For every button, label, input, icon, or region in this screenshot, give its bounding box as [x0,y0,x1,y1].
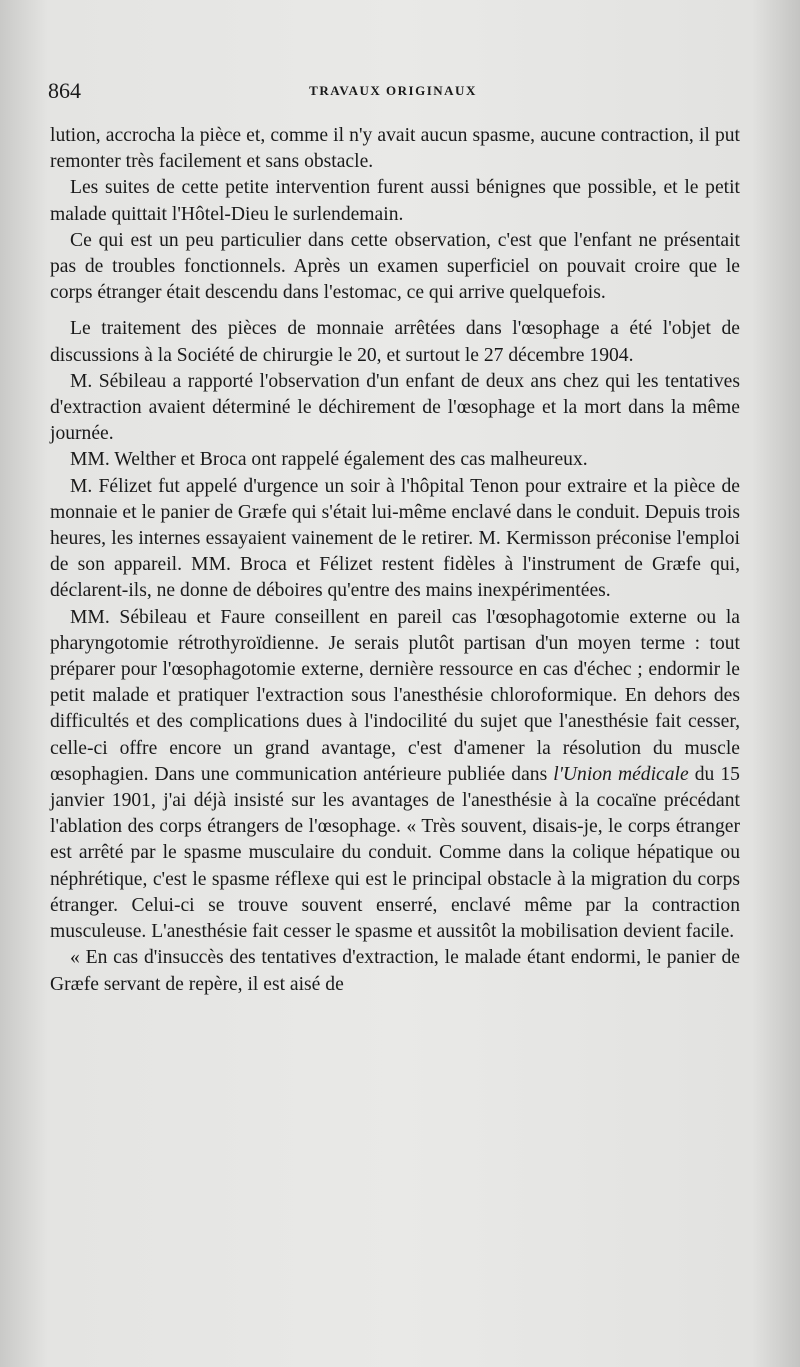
paragraph [50,605,740,946]
body-text [50,123,740,998]
paragraph-text: du 15 janvier 1901, j'ai déjà insisté sur les avantages de l'anesthésie à la cocaïne précédant l'ablation des corps étrangers de l'œsophage. « Très souvent, disais-je, le corps étranger est arrêté par le spasme musculaire du conduit. Comme dans la colique hépatique ou néphrétique, c'est le spasme réflexe qui est le principal obstacle à la migration du corps étranger. Celui-ci se trouve souvent enserré, enclavé même par la contraction musculeuse. L'anesthésie fait cesser le spasme et aussitôt la mobilisation devient facile. [50,763,740,943]
paragraph: « En cas d'insuccès des tentatives d'extraction, le malade étant endormi, le panier de Græfe servant de repère, il est aisé de [50,947,740,995]
paragraph: M. Félizet fut appelé d'urgence un soir à l'hôpital Tenon pour extraire et la pièce de monnaie et le panier de Græfe qui s'était lui-même enclavé dans le conduit. Depuis trois heures, les internes essayaient vainement de le retirer. M. Kermisson préconise l'emploi de son appareil. MM. Broca et Félizet restent fidèles à l'instrument de Græfe qui, déclarent-ils, ne donne de déboires qu'entre des mains inexpérimentées. [50,475,740,602]
journal-title: l'Union médicale [553,763,689,785]
paragraph: Les suites de cette petite intervention furent aussi bénignes que possible, et le petit malade quittait l'Hôtel-Dieu le surlendemain. [50,177,740,225]
paragraph: MM. Welther et Broca ont rappelé également des cas malheureux. [70,449,588,471]
page-header [48,76,738,106]
paragraph: Le traitement des pièces de monnaie arrêtées dans l'œsophage a été l'objet de discussions à la Société de chirurgie le 20, et surtout le 27 décembre 1904. [50,318,740,366]
running-title: TRAVAUX ORIGINAUX [309,83,477,98]
paragraph: Ce qui est un peu particulier dans cette observation, c'est que l'enfant ne présentait pas de troubles fonctionnels. Après un examen superficiel on pouvait croire que le corps étranger était descendu dans l'estomac, ce qui arrive quelquefois. [50,229,740,304]
page-number: 864 [48,78,81,103]
paragraph: lution, accrocha la pièce et, comme il n'y avait aucun spasme, aucune contraction, il put remonter très facilement et sans obstacle. [50,125,740,173]
paragraph-text: MM. Sébileau et Faure conseillent en pareil cas l'œsophagotomie externe ou la pharyngotomie rétrothyroïdienne. Je serais plutôt partisan d'un moyen terme : tout préparer pour l'œsophagotomie externe, dernière ressource en cas d'échec ; endormir le petit malade et pratiquer l'extraction sous l'anesthésie chloroformique. En dehors des difficultés et des complications dues à l'indocilité du sujet que l'anesthésie fait cesser, celle-ci offre encore un grand avantage, c'est d'amener la résolution du muscle œsophagien. Dans une communication antérieure publiée dans [50,606,740,785]
paragraph: M. Sébileau a rapporté l'observation d'un enfant de deux ans chez qui les tentatives d'extraction avaient déterminé le déchirement de l'œsophage et la mort dans la même journée. [50,370,740,445]
